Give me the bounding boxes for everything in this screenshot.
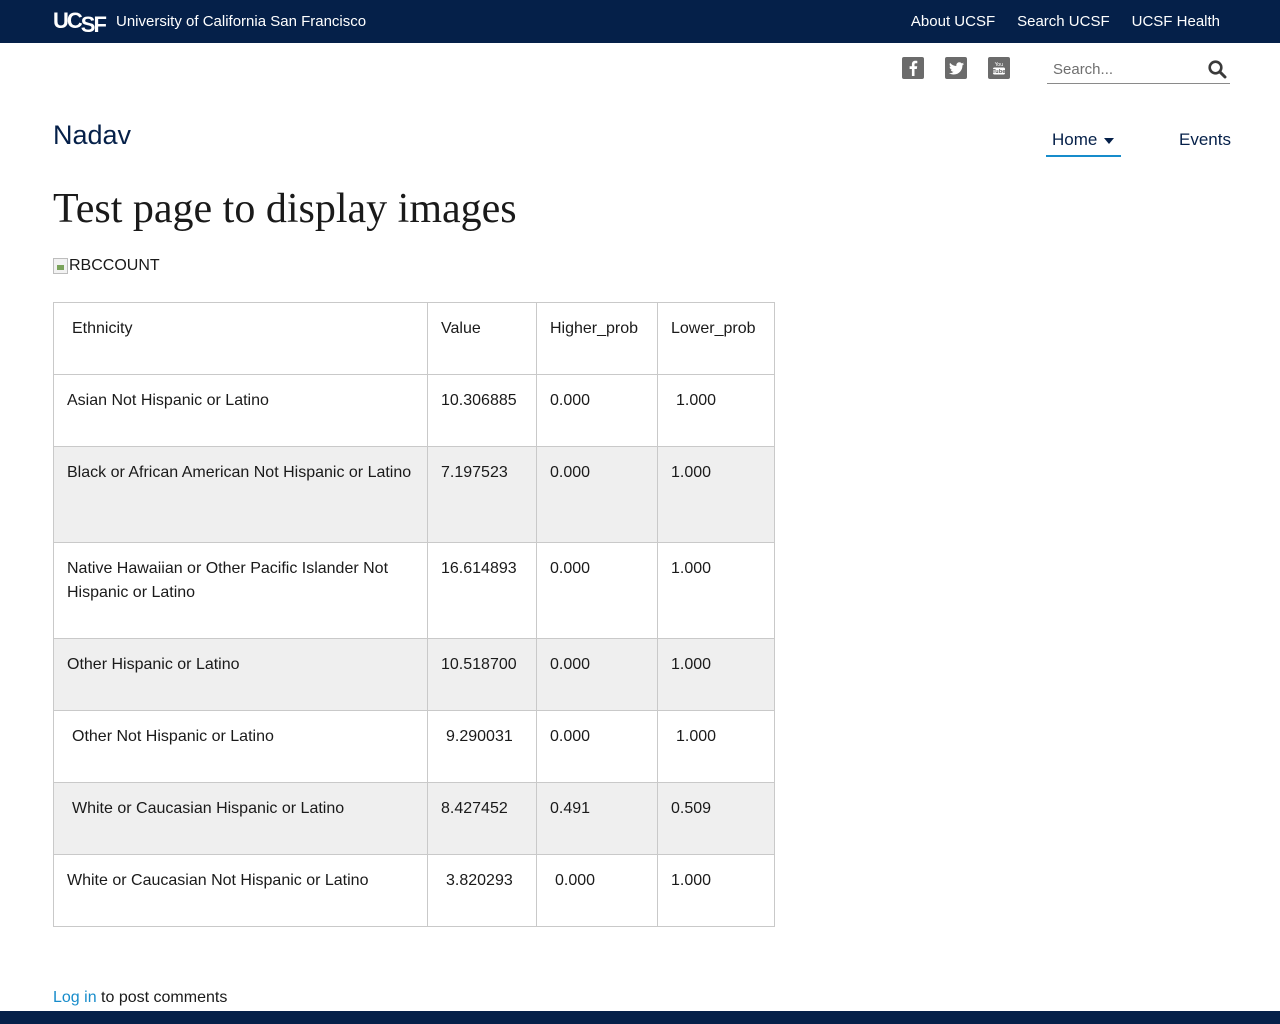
table-row bbox=[54, 447, 775, 543]
table-cell: 1.000 bbox=[658, 639, 775, 711]
broken-image-icon bbox=[53, 258, 68, 274]
ucsf-logo[interactable]: UCSF bbox=[53, 8, 105, 37]
table-cell: 0.000 bbox=[537, 447, 658, 543]
social-links bbox=[902, 57, 1010, 79]
table-cell: Black or African American Not Hispanic or Latino bbox=[54, 447, 428, 543]
login-note-text: to post comments bbox=[96, 989, 228, 1006]
table-cell: 10.518700 bbox=[428, 639, 537, 711]
table-cell: White or Caucasian Not Hispanic or Latino bbox=[54, 855, 428, 927]
column-header-ethnicity: Ethnicity bbox=[54, 303, 428, 375]
data-table bbox=[53, 302, 775, 927]
youtube-icon[interactable] bbox=[988, 57, 1010, 79]
search-icon[interactable] bbox=[1206, 58, 1228, 80]
svg-text:You: You bbox=[994, 62, 1004, 68]
login-link[interactable]: Log in bbox=[53, 989, 97, 1006]
site-search bbox=[1047, 56, 1230, 84]
table-cell: 16.614893 bbox=[428, 543, 537, 639]
table-cell: 7.197523 bbox=[428, 447, 537, 543]
table-row bbox=[54, 639, 775, 711]
table-cell: 10.306885 bbox=[428, 375, 537, 447]
table-cell: 1.000 bbox=[658, 711, 775, 783]
table-cell: 0.509 bbox=[658, 783, 775, 855]
table-cell: Other Not Hispanic or Latino bbox=[54, 711, 428, 783]
table-row bbox=[54, 711, 775, 783]
table-cell: 8.427452 bbox=[428, 783, 537, 855]
comment-login-note bbox=[53, 989, 227, 1007]
table-cell: 0.491 bbox=[537, 783, 658, 855]
search-input[interactable] bbox=[1047, 56, 1203, 82]
university-name[interactable]: University of California San Francisco bbox=[116, 13, 367, 30]
table-cell: 1.000 bbox=[658, 855, 775, 927]
twitter-icon[interactable] bbox=[945, 57, 967, 79]
table-cell: 0.000 bbox=[537, 639, 658, 711]
main-nav bbox=[1046, 128, 1232, 160]
table-header-row bbox=[54, 303, 775, 375]
university-links bbox=[911, 13, 1220, 30]
table-cell: 0.000 bbox=[537, 375, 658, 447]
nav-item-home[interactable] bbox=[1046, 128, 1121, 157]
table-row bbox=[54, 375, 775, 447]
svg-text:Tube: Tube bbox=[992, 69, 1006, 75]
nav-home-label: Home bbox=[1052, 130, 1098, 149]
table-cell: Asian Not Hispanic or Latino bbox=[54, 375, 428, 447]
table-row bbox=[54, 855, 775, 927]
table-cell: Native Hawaiian or Other Pacific Islander Not Hispanic or Latino bbox=[54, 543, 428, 639]
site-name[interactable]: Nadav bbox=[53, 120, 132, 150]
about-ucsf-link[interactable]: About UCSF bbox=[910, 13, 996, 30]
ucsf-health-link[interactable]: UCSF Health bbox=[1131, 13, 1220, 30]
table-cell: White or Caucasian Hispanic or Latino bbox=[54, 783, 428, 855]
footer-bar bbox=[0, 1011, 1280, 1024]
table-cell: 9.290031 bbox=[428, 711, 537, 783]
table-cell: 0.000 bbox=[537, 711, 658, 783]
table-cell: Other Hispanic or Latino bbox=[54, 639, 428, 711]
table-cell: 3.820293 bbox=[428, 855, 537, 927]
page-title: Test page to display images bbox=[53, 186, 517, 232]
table-row bbox=[54, 543, 775, 639]
university-bar bbox=[0, 0, 1280, 43]
caret-down-icon bbox=[1104, 138, 1114, 144]
table-row bbox=[54, 783, 775, 855]
table-cell: 0.000 bbox=[537, 855, 658, 927]
column-header-lower-prob: Lower_prob bbox=[658, 303, 775, 375]
image-alt-text: RBCCOUNT bbox=[69, 257, 160, 274]
table-cell: 1.000 bbox=[658, 447, 775, 543]
search-ucsf-link[interactable]: Search UCSF bbox=[1017, 13, 1110, 30]
nav-item-events[interactable]: Events bbox=[1179, 130, 1231, 149]
column-header-higher-prob: Higher_prob bbox=[537, 303, 658, 375]
column-header-value: Value bbox=[428, 303, 537, 375]
table-cell: 0.000 bbox=[537, 543, 658, 639]
facebook-icon[interactable] bbox=[902, 57, 924, 79]
table-cell: 1.000 bbox=[658, 543, 775, 639]
broken-image bbox=[53, 257, 160, 275]
table-cell: 1.000 bbox=[658, 375, 775, 447]
